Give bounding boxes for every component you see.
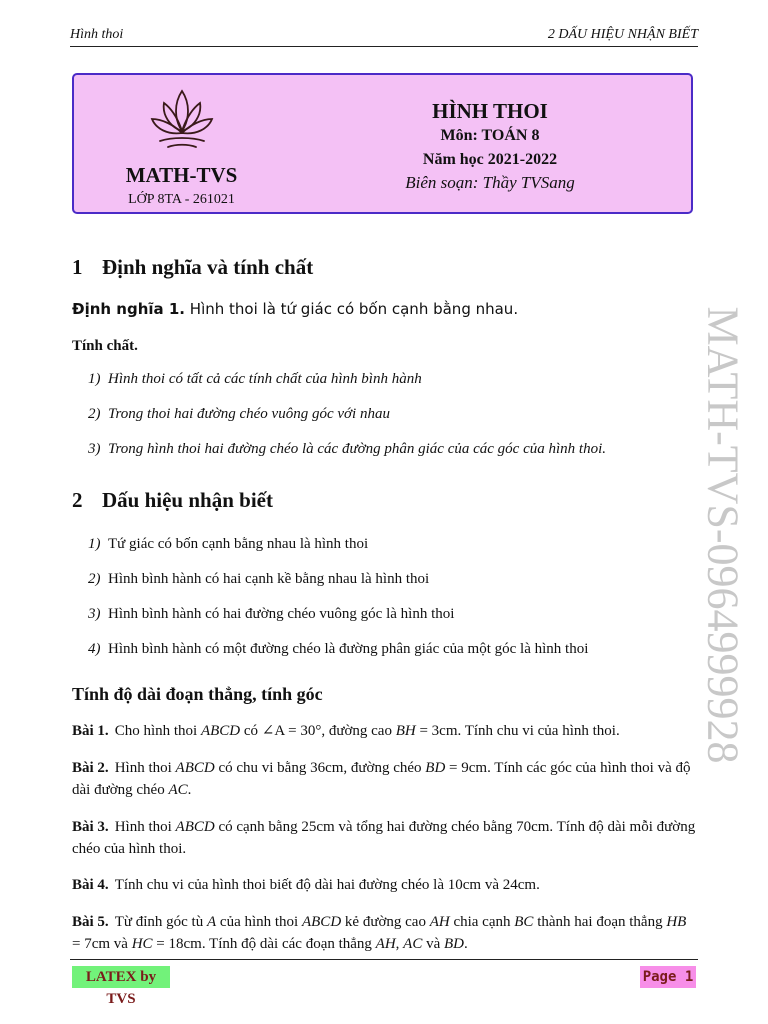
list-item: 2) Hình bình hành có hai cạnh kề bằng nhau là hình thoi [88, 571, 430, 587]
running-header [70, 26, 698, 47]
document-title: HÌNH THOI [432, 99, 548, 123]
running-head-left: Hình thoi [70, 27, 124, 42]
section-title: Dấu hiệu nhận biết [102, 488, 273, 512]
watermark-text: MATH-TVS-0964999928 [698, 306, 748, 764]
running-head-right: 2 DẤU HIỆU NHẬN BIẾT [547, 27, 698, 42]
section-number: 1 [72, 255, 83, 279]
list-item: 3) Trong hình thoi hai đường chéo là các đường phân giác của các góc của hình thoi. [88, 441, 607, 457]
lotus-icon [146, 85, 218, 153]
list-item: 2) Trong thoi hai đường chéo vuông góc với nhau [88, 406, 390, 422]
definition [72, 300, 518, 318]
section-1-heading [72, 255, 313, 280]
list-item: 4) Hình bình hành có một đường chéo là đường phân giác của một góc là hình thoi [88, 641, 589, 657]
title-box [72, 73, 693, 214]
class-code: LỚP 8TA - 261021 [128, 192, 235, 207]
exercise-1: Bài 1. Cho hình thoi ABCD có ∠A = 30°, đường cao BH = 3cm. Tính chu vi của hình thoi. [72, 723, 620, 739]
definition-text: Hình thoi là tứ giác có bốn cạnh bằng nhau. [189, 300, 519, 318]
footer-divider [70, 959, 698, 960]
exercise-3: Bài 3. Hình thoi ABCD có cạnh bằng 25cm và tổng hai đường chéo bằng 70cm. Tính độ dài mỗi đường chéo của hình thoi. [72, 819, 696, 857]
watermark [693, 306, 753, 764]
section-2-heading [72, 488, 273, 513]
brand-name: MATH-TVS [125, 163, 238, 187]
page-number: Page 1 [640, 966, 696, 988]
properties-label: Tính chất. [72, 338, 138, 354]
exercise-2: Bài 2. Hình thoi ABCD có chu vi bằng 36cm, đường chéo BD = 9cm. Tính các góc của hình thoi và độ dài đường chéo AC. [72, 760, 691, 798]
section-number: 2 [72, 488, 83, 512]
subsection-heading: Tính độ dài đoạn thẳng, tính góc [72, 684, 323, 704]
logo-block [74, 75, 289, 212]
exercise-4: Bài 4. Tính chu vi của hình thoi biết độ dài hai đường chéo là 10cm và 24cm. [72, 877, 540, 893]
definition-label: Định nghĩa 1. [72, 300, 186, 318]
title-block [289, 75, 691, 212]
exercise-5: Bài 5. Từ đỉnh góc tù A của hình thoi ABCD kẻ đường cao AH chia cạnh BC thành hai đoạn thẳng HB = 7cm và HC = 18cm. Tính độ dài các đoạn thẳng AH, AC và BD. [72, 914, 687, 952]
list-item: 3) Hình bình hành có hai đường chéo vuông góc là hình thoi [88, 606, 455, 622]
school-year: Năm học 2021-2022 [422, 151, 558, 168]
footer-latex-badge: LATEX by TVS [72, 966, 170, 988]
author-line: Biên soạn: Thầy TVSang [405, 173, 575, 192]
list-item: 1) Tứ giác có bốn cạnh bằng nhau là hình thoi [88, 536, 369, 552]
list-item: 1) Hình thoi có tất cả các tính chất của hình bình hành [88, 371, 422, 387]
section-title: Định nghĩa và tính chất [102, 255, 314, 279]
subject-line: Môn: TOÁN 8 [440, 127, 540, 144]
